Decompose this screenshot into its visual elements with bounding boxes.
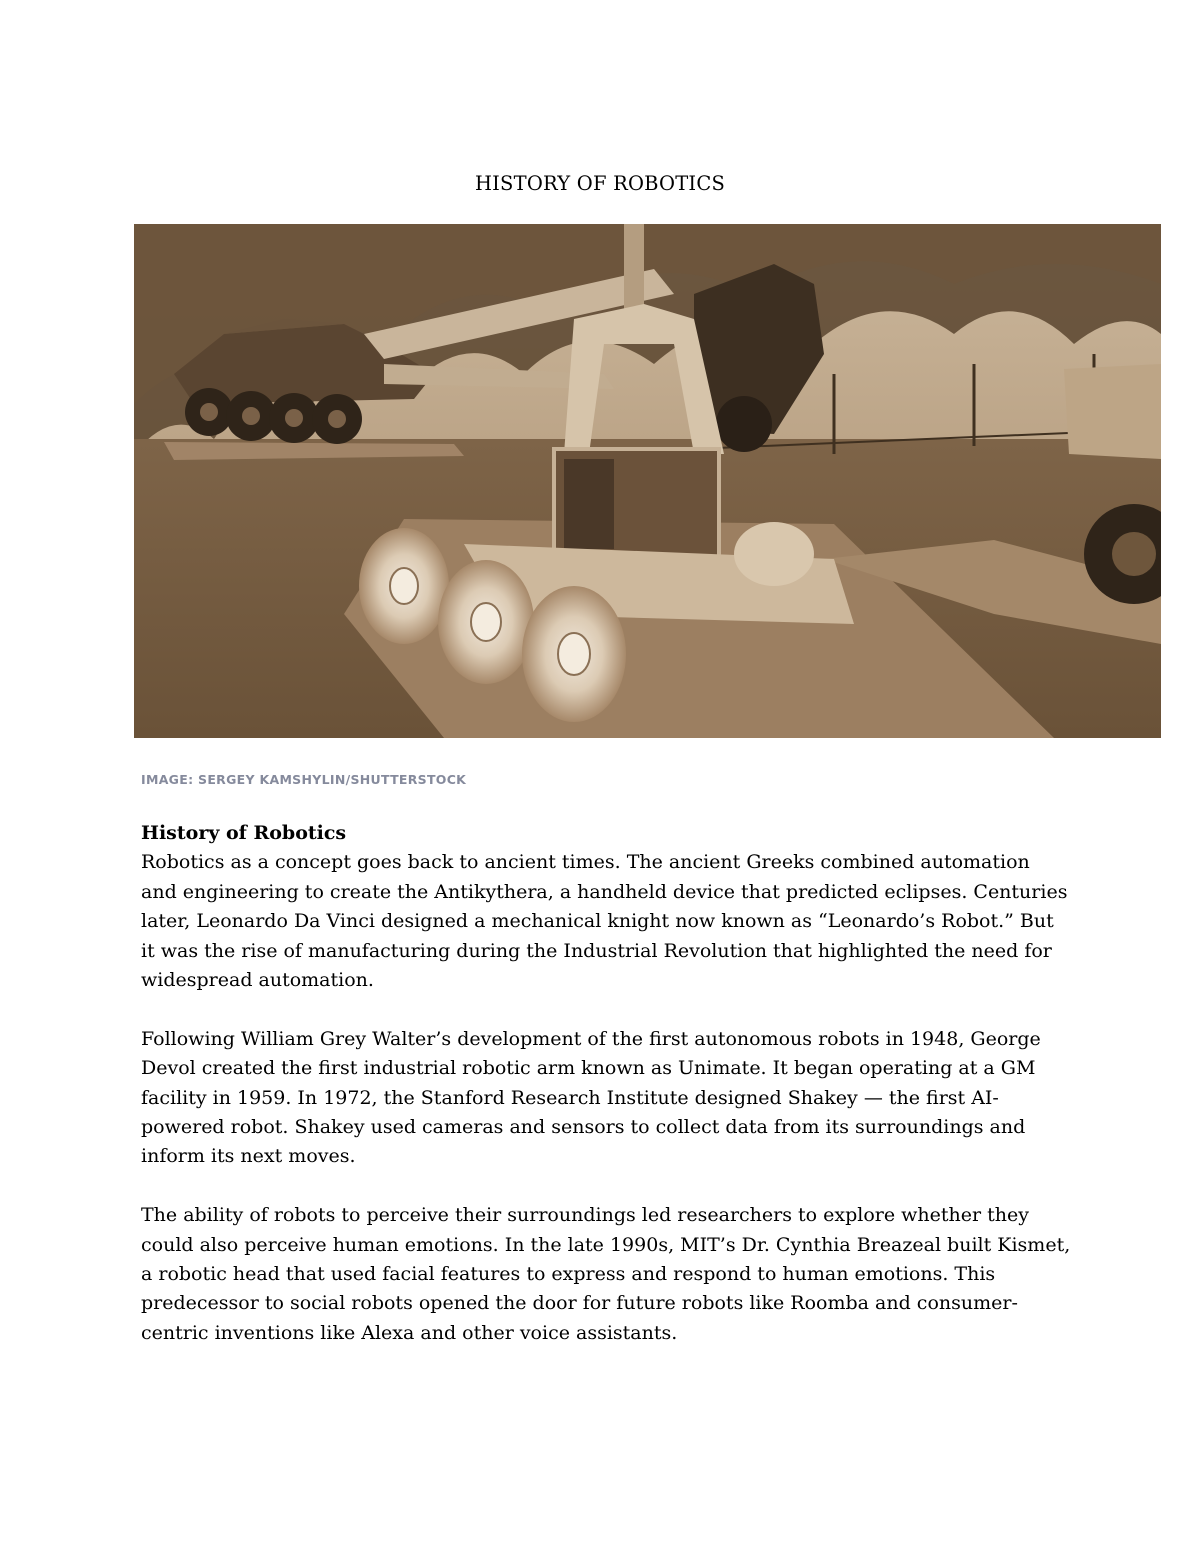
photo-robot-rover (134, 224, 1161, 738)
paragraph-2: Following William Grey Walter’s development of the first autonomous robots in 1948, George Devol created the first industrial robotic arm known as Unimate. It began operating at a GM facility in 1959. In 1972, the Stanford Research Institute designed Shakey — the first AI-powered robot. Shakey used cameras and sensors to collect data from its surroundings and inform its next moves. (141, 1027, 1041, 1168)
page-title: HISTORY OF ROBOTICS (474, 172, 726, 195)
paragraph-3: The ability of robots to perceive their surroundings led researchers to explore whether they could also perceive human emotions. In the late 1990s, MIT’s Dr. Cynthia Breazeal built Kismet, a robotic head that used facial features to express and respond to human emotions. This predecessor to social robots opened the door for future robots like Roomba and consumer-centric inventions like Alexa and other voice assistants. (141, 1204, 1071, 1344)
image-credit: IMAGE: SERGEY KAMSHYLIN/SHUTTERSTOCK (141, 772, 467, 787)
paragraph-1: Robotics as a concept goes back to ancient times. The ancient Greeks combined automation and engineering to create the Antikythera, a handheld device that predicted eclipses. Centuries later, Leonardo Da Vinci designed a mechanical knight now known as “Leonardo’s Robot.” But it was the rise of manufacturing during the Industrial Revolution that highlighted the need for widespread automation. (141, 851, 1068, 992)
section-heading: History of Robotics (141, 822, 347, 844)
article-body (141, 819, 1071, 1348)
